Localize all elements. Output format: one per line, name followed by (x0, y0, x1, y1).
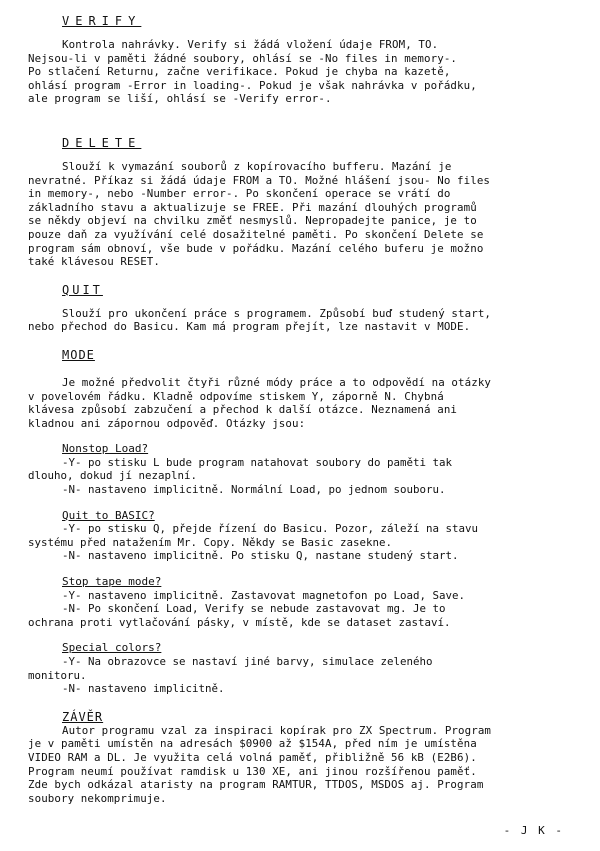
option-line: -N- nastaveno implicitně. Normální Load, po jednom souboru. (62, 483, 446, 497)
delete-line: také klávesou RESET. (28, 255, 161, 269)
delete-line: nevratné. Příkaz si žádá údaje FROM a TO. Možné hlášení jsou- No files (28, 173, 491, 187)
verify-line: Nejsou-li v paměti žádné soubory, ohlásí se -No files in memory-. (28, 51, 458, 65)
section-verify (28, 14, 578, 106)
question-quit-to-basic-options (28, 522, 578, 563)
quit-line: nebo přechod do Basicu. Kam má program přejít, lze nastavit v MODE. (28, 320, 471, 334)
option-line: -Y- nastaveno implicitně. Zastavovat magnetofon po Load, Save. (62, 588, 466, 602)
page-signature: - J K - (503, 824, 564, 837)
option-line: -N- Po skončení Load, Verify se nebude zastavovat mg. Je to (62, 602, 446, 616)
question-special-colors: Special colors? (62, 641, 162, 655)
question-nonstop-load: Nonstop Load? (62, 442, 149, 456)
verify-line: Po stlačení Returnu, začne verifikace. Pokud je chyba na kazetě, (28, 65, 451, 79)
option-line: ochrana proti vytlačování pásky, v místě, kde se dataset zastaví. (28, 615, 451, 629)
zaver-line: VIDEO RAM a DL. Je využita celá volná paměť, přibližně 56 kB (E2B6). (28, 750, 477, 764)
section-heading-delete: DELETE (62, 135, 142, 150)
delete-line: Slouží k vymazání souborů z kopírovacího bufferu. Mazání je (62, 159, 452, 173)
question-stop-tape-mode-options (28, 589, 578, 630)
mode-line: Je možné předvolit čtyři různé módy práce a to odpovědí na otázky (62, 375, 492, 389)
quit-paragraph (28, 307, 578, 334)
delete-line: pouze daň za využívání celé dosažitelné paměti. Po skončení Delete se (28, 227, 484, 241)
mode-paragraph (28, 376, 578, 430)
option-line: monitoru. (28, 668, 87, 682)
mode-line: klávesa způsobí zabzučení a přechod k další otázce. Neznamená ani (28, 403, 458, 417)
section-zaver (28, 710, 578, 806)
option-line: -N- nastaveno implicitně. Po stisku Q, nastane studený start. (62, 549, 459, 563)
option-line: -Y- po stisku L bude program natahovat soubory do paměti tak (62, 455, 453, 469)
question-special-colors-options (28, 655, 578, 696)
question-quit-to-basic: Quit to BASIC? (62, 508, 155, 522)
section-mode (28, 348, 578, 696)
delete-line: program sám obnoví, vše bude v pořádku. Mazání celého buferu je možno (28, 241, 484, 255)
question-stop-tape-mode: Stop tape mode? (62, 575, 162, 589)
section-heading-quit: QUIT (62, 282, 103, 297)
section-heading-verify: VERIFY (62, 14, 142, 28)
delete-line: základního stavu a aktualizuje se FREE. Při mazání dlouhých programů (28, 200, 477, 214)
zaver-line: Program neumí používat ramdisk u 130 XE, ani jinou rozšířenou paměť. (28, 764, 477, 778)
section-quit (28, 283, 578, 334)
option-line: -N- nastaveno implicitně. (62, 682, 225, 696)
mode-line: v povelovém řádku. Kladně odpovíme stiskem Y, záporně N. Chybná (28, 389, 444, 403)
zaver-line: Zde bych odkázal ataristy na program RAMTUR, TTDOS, MSDOS aj. Program (28, 778, 484, 792)
option-line: -Y- Na obrazovce se nastaví jiné barvy, simulace zeleného (62, 655, 433, 668)
section-heading-zaver: ZÁVĚR (62, 709, 104, 724)
zaver-line: je v paměti umístěn na adresách $0900 až $154A, před ním je umístěna (28, 737, 477, 751)
zaver-line: soubory nekomprimuje. (28, 791, 167, 805)
zaver-line: Autor programu vzal za inspiraci kopírak pro ZX Spectrum. Program (62, 723, 492, 737)
zaver-paragraph (28, 724, 578, 806)
delete-paragraph (28, 160, 578, 269)
delete-line: in memory-, nebo -Number error-. Po skončení operace se vrátí do (28, 187, 451, 201)
quit-line: Slouží pro ukončení práce s programem. Způsobí buď studený start, (62, 306, 492, 320)
verify-line: Kontrola nahrávky. Verify si žádá vložení údaje FROM, TO. (62, 38, 439, 51)
verify-line: ohlásí program -Error in loading-. Pokud je však nahrávka v pořádku, (28, 78, 477, 92)
section-delete (28, 136, 578, 269)
option-line: -Y- po stisku Q, přejde řízení do Basicu. Pozor, záleží na stavu (62, 522, 479, 536)
option-line: dlouho, dokud jí nezaplní. (28, 469, 198, 483)
section-heading-mode: MODE (62, 347, 95, 362)
verify-paragraph (28, 38, 578, 106)
option-line: systému před natažením Mr. Copy. Někdy se Basic zasekne. (28, 535, 393, 549)
question-nonstop-load-options (28, 456, 578, 497)
verify-line: ale program se liší, ohlásí se -Verify error-. (28, 92, 332, 106)
delete-line: se někdy objeví na chvilku změť nesmyslů. Nepropadejte panice, je to (28, 214, 477, 228)
mode-line: kladnou ani zápornou odpověď. Otázky jsou: (28, 416, 306, 430)
